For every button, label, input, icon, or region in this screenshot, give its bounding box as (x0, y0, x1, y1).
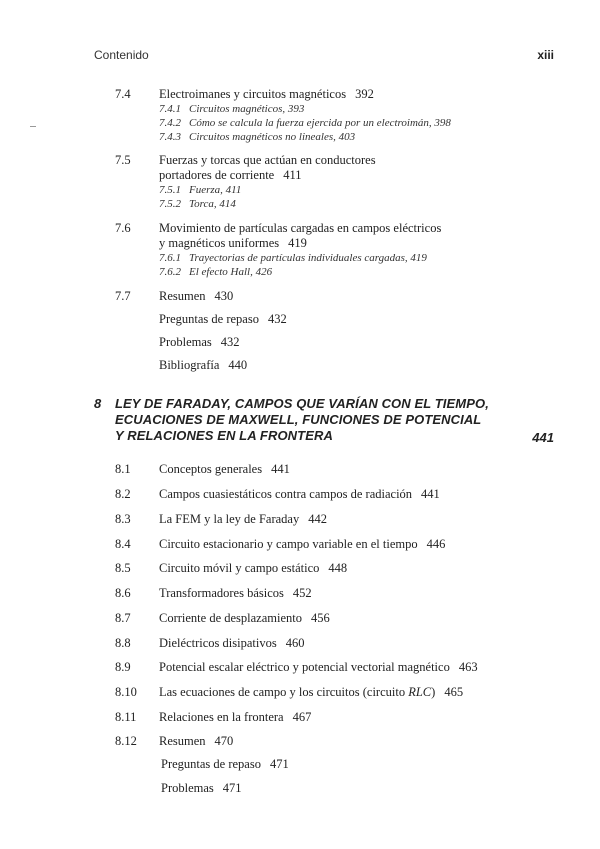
section-page: 441 (271, 462, 290, 476)
section-number: 7.4 (115, 87, 131, 101)
page-number: xiii (537, 48, 554, 62)
extra-page: 471 (269, 757, 289, 771)
subsection-entry: 7.4.1 Circuitos magnéticos, 393 (159, 103, 305, 115)
section-number: 8.11 (115, 710, 137, 724)
extra-entry: Problemas 432 (159, 335, 240, 349)
section-number: 7.7 (115, 289, 131, 303)
section-page: 460 (285, 636, 305, 650)
section-number: 7.6 (115, 221, 131, 235)
section-title: Corriente de desplazamiento 456 (159, 611, 330, 625)
extra-entry: Bibliografía 440 (159, 358, 248, 372)
section-title: Transformadores básicos 452 (159, 586, 312, 600)
section-number: 8.1 (115, 462, 131, 476)
section-page: 470 (214, 734, 234, 748)
section-title: Movimiento de partículas cargadas en campos eléctricos (159, 221, 442, 235)
chapter-title-line: LEY DE FARADAY, CAMPOS QUE VARÍAN CON EL TIEMPO, (115, 396, 489, 411)
section-page: 446 (426, 537, 446, 551)
section-number: 8.3 (115, 512, 131, 526)
extra-page: 432 (267, 312, 287, 326)
chapter-title-line: Y RELACIONES EN LA FRONTERA (115, 428, 333, 443)
extra-page: 440 (228, 358, 248, 372)
running-head (94, 48, 554, 64)
section-page: 467 (292, 710, 312, 724)
section-page: 465 (444, 685, 464, 699)
section-title-continued: portadores de corriente 411 (159, 168, 302, 182)
running-head-title: Contenido (94, 48, 149, 62)
section-number: 8.2 (115, 487, 131, 501)
section-number: 8.5 (115, 561, 131, 575)
section-page: 442 (308, 512, 327, 526)
section-number: 8.10 (115, 685, 137, 699)
section-page: 411 (283, 168, 302, 182)
chapter-page: 441 (532, 430, 554, 445)
section-page: 441 (421, 487, 440, 501)
extra-entry: Preguntas de repaso 471 (161, 757, 289, 771)
section-title-continued: y magnéticos uniformes 419 (159, 236, 307, 250)
chapter-number: 8 (94, 396, 102, 411)
section-number: 8.12 (115, 734, 137, 748)
section-page: 456 (311, 611, 330, 625)
section-page: 430 (214, 289, 234, 303)
chapter-title-line: ECUACIONES DE MAXWELL, FUNCIONES DE POTENCIAL (115, 412, 482, 427)
section-page: 448 (328, 561, 348, 575)
section-title: Circuito móvil y campo estático 448 (159, 561, 348, 575)
section-title: Resumen 470 (159, 734, 234, 748)
subsection-entry: 7.4.3 Circuitos magnéticos no lineales, 403 (159, 131, 356, 143)
section-title: Fuerzas y torcas que actúan en conductores (159, 153, 376, 167)
section-page: 452 (292, 586, 312, 600)
section-title: Las ecuaciones de campo y los circuitos (circuito RLC) 465 (159, 685, 464, 699)
section-title: Campos cuasiestáticos contra campos de radiación 441 (159, 487, 440, 501)
extra-page: 432 (220, 335, 240, 349)
section-title: Relaciones en la frontera 467 (159, 710, 312, 724)
section-number: 8.9 (115, 660, 131, 674)
section-title: Resumen 430 (159, 289, 234, 303)
subsection-entry: 7.6.1 Trayectorias de partículas individuales cargadas, 419 (159, 252, 427, 264)
section-page: 392 (355, 87, 374, 101)
extra-page: 471 (222, 781, 242, 795)
section-page: 419 (288, 236, 307, 250)
section-title: Electroimanes y circuitos magnéticos 392 (159, 87, 374, 101)
subsection-entry: 7.5.2 Torca, 414 (159, 198, 236, 210)
section-number: 8.8 (115, 636, 131, 650)
subsection-entry: 7.5.1 Fuerza, 411 (159, 184, 242, 196)
subsection-entry: 7.6.2 El efecto Hall, 426 (159, 266, 273, 278)
section-title: Conceptos generales 441 (159, 462, 290, 476)
section-title: La FEM y la ley de Faraday 442 (159, 512, 327, 526)
section-number: 8.6 (115, 586, 131, 600)
section-title: Potencial escalar eléctrico y potencial vectorial magnético 463 (159, 660, 478, 674)
section-title: Dieléctricos disipativos 460 (159, 636, 305, 650)
extra-entry: Problemas 471 (161, 781, 242, 795)
section-number: 8.4 (115, 537, 131, 551)
section-number: 8.7 (115, 611, 131, 625)
section-title: Circuito estacionario y campo variable en el tiempo 446 (159, 537, 446, 551)
extra-entry: Preguntas de repaso 432 (159, 312, 287, 326)
margin-mark (30, 126, 36, 127)
section-page: 463 (458, 660, 478, 674)
subsection-entry: 7.4.2 Cómo se calcula la fuerza ejercida por un electroimán, 398 (159, 117, 451, 129)
section-number: 7.5 (115, 153, 131, 167)
